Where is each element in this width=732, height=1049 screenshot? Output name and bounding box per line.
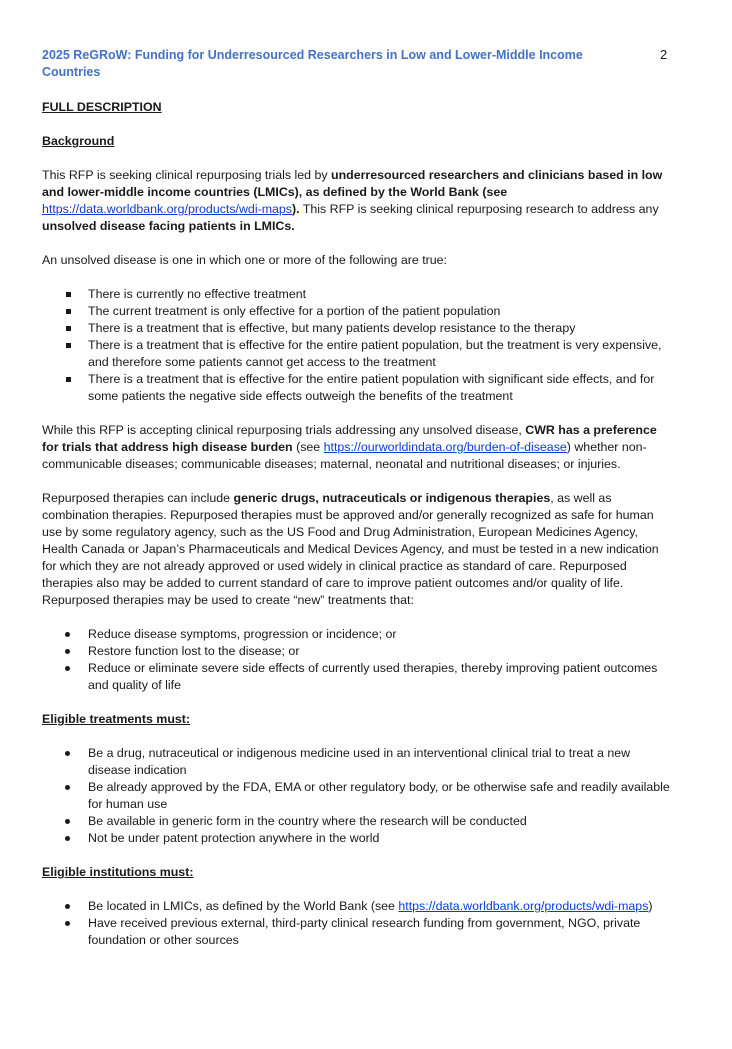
bold-run: unsolved disease facing patients in LMICs. (42, 219, 295, 233)
list-item: The current treatment is only effective for a portion of the patient population (42, 303, 672, 320)
text-run: , as well as combination therapies. Repurposed therapies must be approved and/or generally recognized as safe for human use by some regulatory agency, such as the US Food and Drug Administration, European Medicines Agency, Health Canada or Japan’s Pharmaceuticals and Medical Devices Agency, and must be tested in a new indication for which they are not already approved or used widely in clinical practice as standard of care. Repurposed therapies also may be added to current standard of care to improve patient outcomes and/or quality of life. Repurposed therapies may be used to create “new” treatments that: (42, 491, 659, 607)
page-number: 2 (660, 47, 668, 62)
list-item: There is a treatment that is effective, but many patients develop resistance to the therapy (42, 320, 672, 337)
document-header-title: 2025 ReGRoW: Funding for Underresourced Researchers in Low and Lower-Middle Income Countries (42, 48, 583, 79)
list-item (42, 898, 672, 915)
list-item: Have received previous external, third-party clinical research funding from government, NGO, private foundation or other sources (42, 915, 672, 949)
list-item: There is a treatment that is effective for the entire patient population with significant side effects, and for some patients the negative side effects outweigh the benefits of the treatment (42, 371, 672, 405)
document-body (42, 99, 672, 949)
worldbank-link[interactable]: https://data.worldbank.org/products/wdi-maps (398, 899, 649, 913)
bold-run: CWR has a preference for trials that address high disease burden (42, 423, 657, 454)
list-item: Restore function lost to the disease; or (42, 643, 672, 660)
list-item: Be available in generic form in the country where the research will be conducted (42, 813, 672, 830)
list-item: Not be under patent protection anywhere in the world (42, 830, 672, 847)
text-run: While this RFP is accepting clinical repurposing trials addressing any unsolved disease, (42, 423, 526, 437)
bold-run: underresourced researchers and clinicians based in low and lower-middle income countries (LMICs), as defined by the World Bank (see (42, 168, 663, 199)
new-treatments-list (42, 626, 672, 694)
text-run: Repurposed therapies can include (42, 491, 234, 505)
background-paragraph-4 (42, 490, 672, 609)
worldbank-link[interactable]: https://data.worldbank.org/products/wdi-maps (42, 202, 293, 216)
background-paragraph-3 (42, 422, 672, 473)
bold-run: ). (292, 202, 300, 216)
burden-of-disease-link[interactable]: https://ourworldindata.org/burden-of-disease (323, 440, 567, 454)
list-item: Be already approved by the FDA, EMA or other regulatory body, or be otherwise safe and readily available for human use (42, 779, 672, 813)
eligible-institutions-heading: Eligible institutions must: (42, 865, 194, 879)
background-paragraph-1 (42, 167, 672, 235)
list-item: There is a treatment that is effective for the entire patient population, but the treatment is very expensive, and therefore some patients cannot get access to the treatment (42, 337, 672, 371)
list-item: Reduce disease symptoms, progression or incidence; or (42, 626, 672, 643)
text-run: This RFP is seeking clinical repurposing research to address any (299, 202, 659, 216)
text-run: (see (292, 440, 324, 454)
text-run: This RFP is seeking clinical repurposing trials led by (42, 168, 332, 182)
text-run: ) (648, 899, 653, 913)
list-item: Reduce or eliminate severe side effects of currently used therapies, thereby improving patient outcomes and quality of life (42, 660, 672, 694)
text-run: ) whether non-communicable diseases; communicable diseases; maternal, neonatal and nutritional diseases; or injuries. (42, 440, 647, 471)
background-paragraph-2: An unsolved disease is one in which one or more of the following are true: (42, 253, 447, 267)
list-item: There is currently no effective treatment (42, 286, 672, 303)
unsolved-disease-list (42, 286, 672, 405)
eligible-treatments-list (42, 745, 672, 847)
background-heading: Background (42, 134, 115, 148)
full-description-heading: FULL DESCRIPTION (42, 100, 162, 114)
eligible-institutions-list (42, 898, 672, 949)
eligible-treatments-heading: Eligible treatments must: (42, 712, 191, 726)
bold-run: generic drugs, nutraceuticals or indigenous therapies (233, 491, 551, 505)
text-run: Be located in LMICs, as defined by the World Bank (see (88, 899, 399, 913)
list-item: Be a drug, nutraceutical or indigenous medicine used in an interventional clinical trial to treat a new disease indication (42, 745, 672, 779)
